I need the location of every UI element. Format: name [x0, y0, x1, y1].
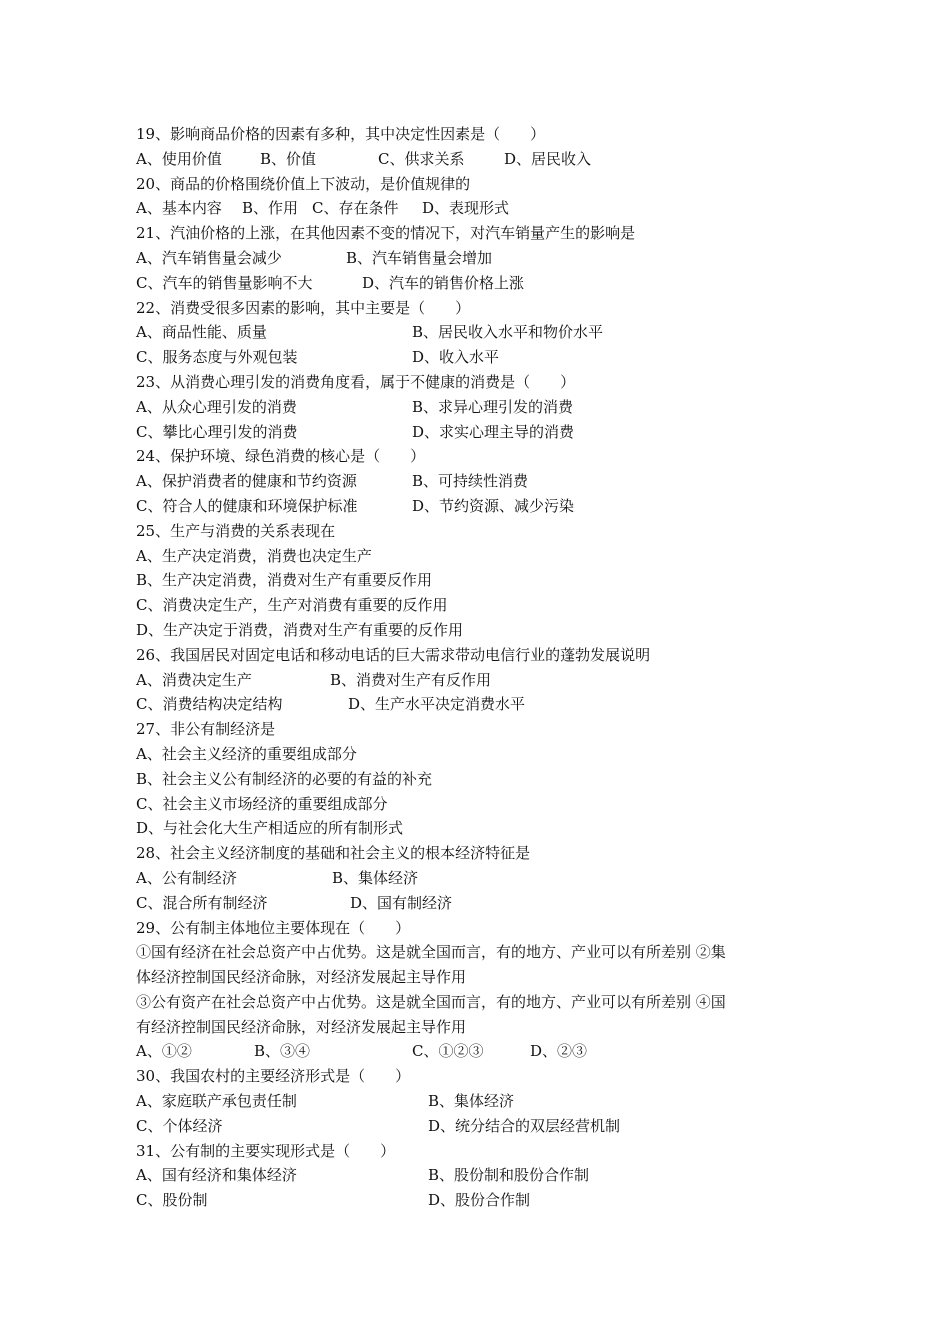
option-line: [136, 692, 836, 717]
option-text: B、居民收入水平和物价水平: [412, 323, 604, 342]
option-text: D、节约资源、减少污染: [412, 496, 575, 515]
option-text: D、生产水平决定消费水平: [348, 695, 526, 714]
option-line: [136, 345, 836, 370]
option-text: A、商品性能、质量: [136, 323, 267, 342]
text-line: [136, 172, 836, 197]
text-line: [136, 643, 836, 668]
option-text: D、居民收入: [504, 149, 592, 168]
line-text: ③公有资产在社会总资产中占优势。这是就全国而言，有的地方、产业可以有所差别 ④国: [136, 992, 726, 1011]
option-text: B、价值: [260, 149, 317, 168]
line-text: C、社会主义市场经济的重要组成部分: [136, 794, 388, 813]
line-text: 30、我国农村的主要经济形式是（ ）: [136, 1067, 411, 1086]
text-line: [136, 965, 836, 990]
option-text: C、存在条件: [312, 199, 399, 218]
option-text: D、求实心理主导的消费: [412, 422, 575, 441]
option-text: B、求异心理引发的消费: [412, 397, 574, 416]
option-text: A、消费决定生产: [136, 670, 252, 689]
option-line: [136, 1114, 836, 1139]
option-text: D、统分结合的双层经营机制: [428, 1116, 621, 1135]
option-text: A、国有经济和集体经济: [136, 1166, 297, 1185]
option-line: [136, 1039, 836, 1064]
option-text: A、汽车销售量会减少: [136, 248, 282, 267]
option-text: C、供求关系: [378, 149, 465, 168]
line-text: 25、生产与消费的关系表现在: [136, 521, 336, 540]
option-text: D、国有制经济: [350, 893, 453, 912]
option-text: A、从众心理引发的消费: [136, 397, 297, 416]
text-line: [136, 1139, 836, 1164]
option-text: A、保护消费者的健康和节约资源: [136, 472, 357, 491]
option-line: [136, 196, 836, 221]
option-text: B、可持续性消费: [412, 472, 529, 491]
line-text: A、社会主义经济的重要组成部分: [136, 744, 357, 763]
text-line: [136, 940, 836, 965]
option-text: C、消费结构决定结构: [136, 695, 283, 714]
option-text: D、收入水平: [412, 348, 500, 367]
text-line: [136, 792, 836, 817]
line-text: 20、商品的价格围绕价值上下波动，是价值规律的: [136, 174, 471, 193]
line-text: B、生产决定消费，消费对生产有重要反作用: [136, 571, 433, 590]
option-text: B、集体经济: [428, 1092, 515, 1111]
option-line: [136, 320, 836, 345]
text-line: [136, 370, 836, 395]
option-line: [136, 469, 836, 494]
option-text: C、符合人的健康和环境保护标准: [136, 496, 358, 515]
option-text: A、使用价值: [136, 149, 222, 168]
text-line: [136, 916, 836, 941]
option-text: C、个体经济: [136, 1116, 223, 1135]
option-line: [136, 147, 836, 172]
text-line: [136, 221, 836, 246]
line-text: 26、我国居民对固定电话和移动电话的巨大需求带动电信行业的蓬勃发展说明: [136, 645, 651, 664]
text-line: [136, 742, 836, 767]
line-text: ①国有经济在社会总资产中占优势。这是就全国而言，有的地方、产业可以有所差别 ②集: [136, 943, 726, 962]
option-text: B、消费对生产有反作用: [330, 670, 492, 689]
text-line: [136, 296, 836, 321]
text-line: [136, 444, 836, 469]
text-line: [136, 568, 836, 593]
text-line: [136, 593, 836, 618]
line-text: B、社会主义公有制经济的必要的有益的补充: [136, 769, 433, 788]
option-text: B、集体经济: [332, 868, 419, 887]
line-text: 22、消费受很多因素的影响，其中主要是（ ）: [136, 298, 471, 317]
option-text: B、股份制和股份合作制: [428, 1166, 590, 1185]
option-text: B、汽车销售量会增加: [346, 248, 493, 267]
line-text: D、与社会化大生产相适应的所有制形式: [136, 819, 404, 838]
text-line: [136, 841, 836, 866]
line-text: 19、影响商品价格的因素有多种，其中决定性因素是（ ）: [136, 125, 546, 143]
text-line: [136, 717, 836, 742]
text-line: [136, 1064, 836, 1089]
line-text: 29、公有制主体地位主要体现在（ ）: [136, 918, 411, 937]
option-line: [136, 395, 836, 420]
option-text: D、汽车的销售价格上涨: [362, 273, 525, 292]
line-text: 体经济控制国民经济命脉，对经济发展起主导作用: [136, 968, 467, 987]
line-text: 23、从消费心理引发的消费角度看，属于不健康的消费是（ ）: [136, 372, 576, 391]
option-line: [136, 1089, 836, 1114]
text-line: [136, 816, 836, 841]
line-text: C、消费决定生产，生产对消费有重要的反作用: [136, 596, 448, 615]
text-line: [136, 1015, 836, 1040]
line-text: 21、汽油价格的上涨，在其他因素不变的情况下，对汽车销量产生的影响是: [136, 224, 636, 243]
option-text: A、①②: [136, 1042, 192, 1061]
option-line: [136, 891, 836, 916]
option-text: C、混合所有制经济: [136, 893, 268, 912]
text-line: [136, 122, 836, 147]
option-text: D、表现形式: [422, 199, 510, 218]
text-line: [136, 618, 836, 643]
line-text: 31、公有制的主要实现形式是（ ）: [136, 1141, 396, 1160]
option-text: A、基本内容: [136, 199, 222, 218]
option-line: [136, 1163, 836, 1188]
text-line: [136, 767, 836, 792]
text-line: [136, 519, 836, 544]
option-text: B、作用: [242, 199, 299, 218]
option-text: B、③④: [254, 1042, 311, 1061]
option-line: [136, 494, 836, 519]
option-line: [136, 271, 836, 296]
line-text: 27、非公有制经济是: [136, 720, 276, 739]
option-line: [136, 246, 836, 271]
option-text: C、股份制: [136, 1191, 208, 1210]
option-line: [136, 1188, 836, 1213]
line-text: 24、保护环境、绿色消费的核心是（ ）: [136, 447, 426, 466]
line-text: D、生产决定于消费，消费对生产有重要的反作用: [136, 620, 464, 639]
option-text: D、股份合作制: [428, 1191, 531, 1210]
option-line: [136, 420, 836, 445]
line-text: 28、社会主义经济制度的基础和社会主义的根本经济特征是: [136, 844, 531, 863]
text-line: [136, 990, 836, 1015]
line-text: A、生产决定消费，消费也决定生产: [136, 546, 372, 565]
option-line: [136, 668, 836, 693]
line-text: 有经济控制国民经济命脉，对经济发展起主导作用: [136, 1017, 467, 1036]
option-text: C、①②③: [412, 1042, 484, 1061]
option-text: A、公有制经济: [136, 868, 237, 887]
option-line: [136, 866, 836, 891]
option-text: C、服务态度与外观包装: [136, 348, 298, 367]
option-text: A、家庭联产承包责任制: [136, 1092, 297, 1111]
text-line: [136, 544, 836, 569]
option-text: C、汽车的销售量影响不大: [136, 273, 313, 292]
option-text: D、②③: [530, 1042, 588, 1061]
option-text: C、攀比心理引发的消费: [136, 422, 298, 441]
question-list: [136, 122, 836, 1213]
